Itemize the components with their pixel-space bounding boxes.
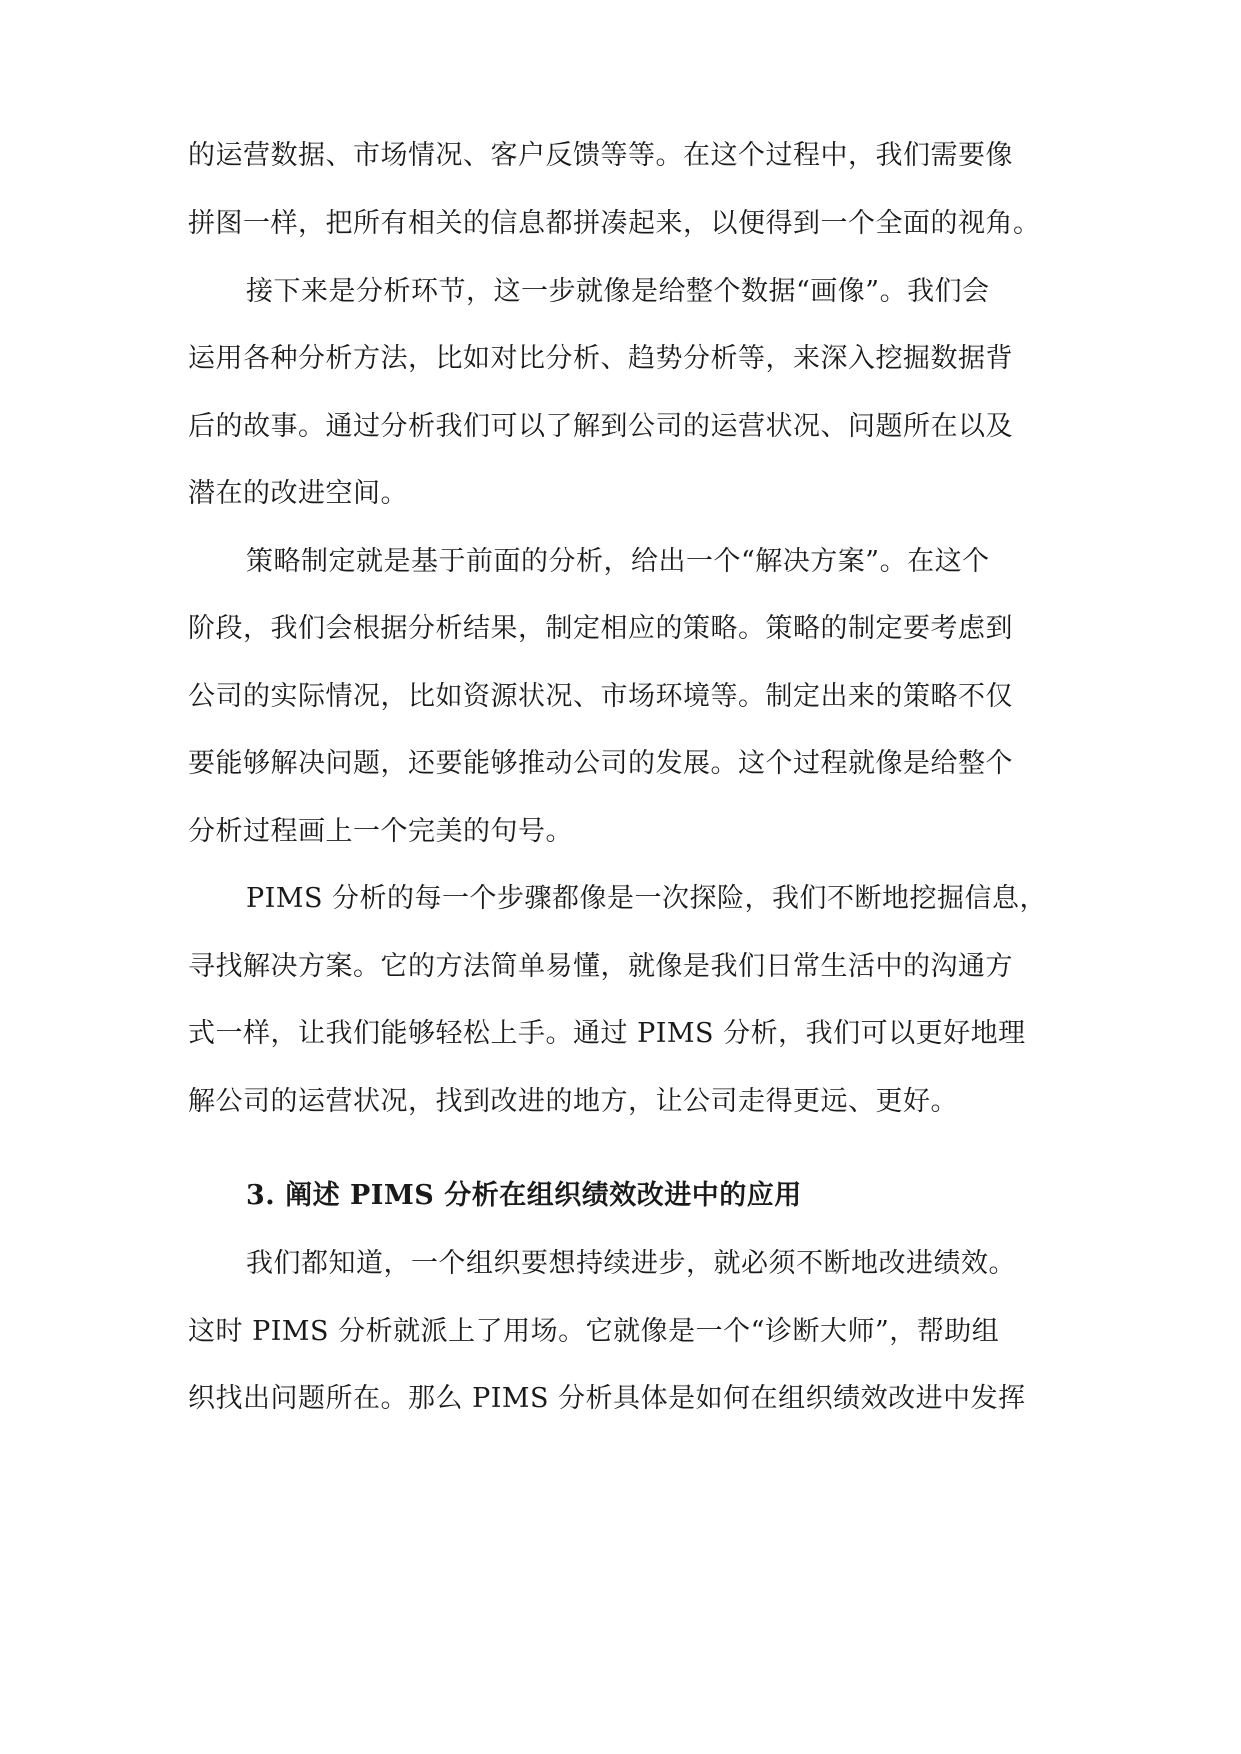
paragraph-line: 我们都知道，一个组织要想持续进步，就必须不断地改进绩效。 [246, 1248, 1016, 1279]
paragraph-line: 接下来是分析环节，这一步就像是给整个数据“画像”。我们会 [246, 276, 990, 307]
paragraph-line: 运用各种分析方法，比如对比分析、趋势分析等，来深入挖掘数据背 [188, 343, 1013, 374]
paragraph-line: 分析过程画上一个完美的句号。 [188, 816, 573, 847]
paragraph-line: 式一样，让我们能够轻松上手。通过 PIMS 分析，我们可以更好地理 [188, 1018, 1026, 1049]
paragraph-line: 的运营数据、市场情况、客户反馈等等。在这个过程中，我们需要像 [188, 140, 1013, 171]
paragraph-line: 寻找解决方案。它的方法简单易懂，就像是我们日常生活中的沟通方 [188, 951, 1013, 982]
paragraph-line: 织找出问题所在。那么 PIMS 分析具体是如何在组织绩效改进中发挥 [188, 1383, 1026, 1414]
paragraph-line: 要能够解决问题，还要能够推动公司的发展。这个过程就像是给整个 [188, 748, 1013, 779]
paragraph-line: 潜在的改进空间。 [188, 478, 408, 509]
paragraph-line: PIMS 分析的每一个步骤都像是一次探险，我们不断地挖掘信息， [246, 883, 1048, 914]
paragraph-line: 后的故事。通过分析我们可以了解到公司的运营状况、问题所在以及 [188, 411, 1013, 442]
section-heading: 3. 阐述 PIMS 分析在组织绩效改进中的应用 [246, 1180, 802, 1211]
paragraph-line: 这时 PIMS 分析就派上了用场。它就像是一个“诊断大师”，帮助组 [188, 1316, 1000, 1347]
paragraph-line: 阶段，我们会根据分析结果，制定相应的策略。策略的制定要考虑到 [188, 613, 1013, 644]
paragraph-line: 解公司的运营状况，找到改进的地方，让公司走得更远、更好。 [188, 1086, 958, 1117]
paragraph-line: 策略制定就是基于前面的分析，给出一个“解决方案”。在这个 [246, 546, 990, 577]
paragraph-line: 公司的实际情况，比如资源状况、市场环境等。制定出来的策略不仅 [188, 681, 1013, 712]
paragraph-line: 拼图一样，把所有相关的信息都拼凑起来，以便得到一个全面的视角。 [188, 208, 1041, 239]
